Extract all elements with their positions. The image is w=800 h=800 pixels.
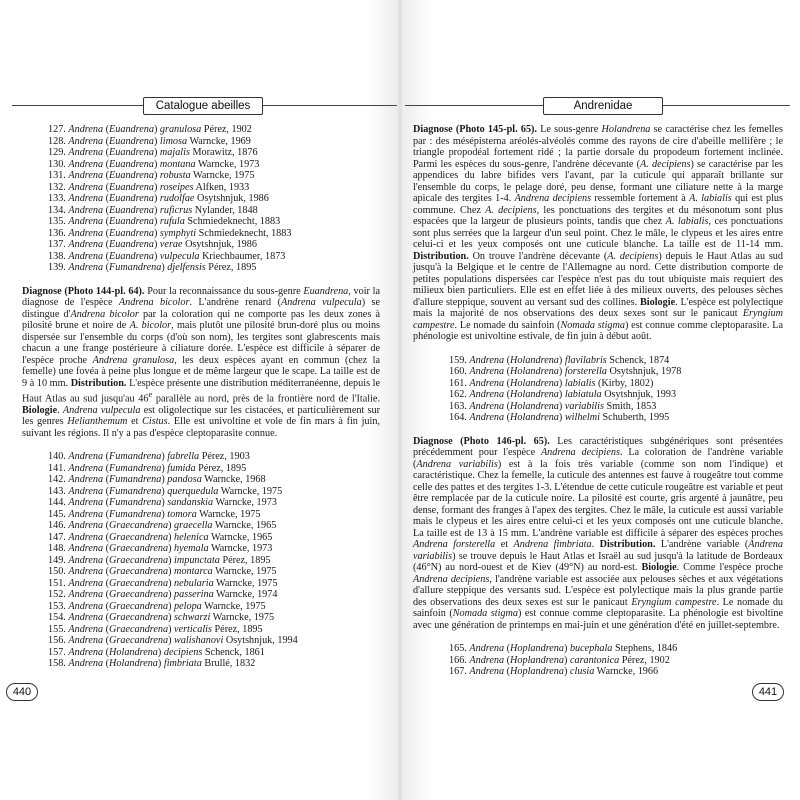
species-subgenus: Euandrena (109, 158, 154, 170)
species-entry: 149. Andrena (Graecandrena) impunctata Pérez, 1895 (48, 554, 271, 566)
species-num: 138. (48, 250, 66, 262)
species-entry: 140. Andrena (Fumandrena) fabrella Pérez, 1903 (48, 451, 250, 463)
species-author: Pérez, 1895 (208, 262, 257, 273)
species-subgenus: Graecandrena (109, 589, 169, 601)
species-entry: 163. Andrena (Holandrena) variabilis Smith, 1853 (449, 400, 657, 412)
species-num: 143. (48, 485, 66, 497)
species-genus: Andrena (68, 589, 104, 601)
species-genus: Andrena (68, 520, 104, 532)
species-subgenus: Euandrena (109, 204, 154, 216)
species-entry: 153. Andrena (Graecandrena) pelopa Warncke, 1975 (48, 600, 266, 612)
species-species: passerina (174, 589, 214, 601)
species-author: Pérez, 1895 (198, 462, 247, 474)
species-subgenus: Graecandrena (109, 623, 169, 635)
species-entry: 132. Andrena (Euandrena) roseipes Alfken, 1933 (48, 181, 250, 193)
species-subgenus: Holandrena (510, 377, 559, 389)
species-species: rufula (159, 216, 185, 227)
species-entry: 146. Andrena (Graecandrena) graecella Warncke, 1965 (48, 520, 277, 532)
species-subgenus: Hoplandrena (510, 666, 564, 677)
species-subgenus: Fumandrena (109, 474, 162, 486)
species-species: limosa (159, 135, 188, 147)
species-genus: Andrena (469, 366, 505, 377)
species-subgenus: Fumandrena (109, 262, 162, 273)
species-genus: Andrena (469, 666, 505, 677)
species-subgenus: Holandrena (510, 389, 559, 400)
species-genus: Andrena (68, 508, 104, 520)
species-author: Schenck, 1874 (609, 354, 670, 366)
species-species: querquedula (167, 485, 219, 497)
species-entry: 151. Andrena (Graecandrena) nebularia Warncke, 1975 (48, 577, 278, 589)
species-species: carantonica (569, 654, 620, 666)
species-species: robusta (159, 170, 191, 181)
species-entry: 143. Andrena (Fumandrena) querquedula Warncke, 1975 (48, 485, 283, 497)
diagnose-paragraph: Diagnose (Photo 144-pl. 64). Pour la reconnaissance du sous-genre Euandrena, voir la diagnose de l'espèce Andrena bicolor. L'andrène renard (Andrena vulpecula) se distingue d'Andrena bicolor par la coloration qui ne comporte pas les deux zones à pilosité brune et noire de A. bicolor, mais plutôt une pilosité brun-doré plus ou moins dispersée sur l'ensemble du corps (d'où son nom), les tergites sont glabrescents mais chacun a une frange postérieure à ciliature dorée. L'espèce est difficile à séparer de l'espèce proche Andrena granulosa, les deux espèces ayant en commun (chez la femelle) une fovéa à peine plus longue et de même largeur que le scape. La taille est de 9 à 10 mm. Distribution. L'espèce présente une distribution méditerranéenne, depuis le Haut Atlas au sud jusqu'au 46e parallèle au nord, près de la frontière nord de l'Italie. Biologie. Andrena vulpecula est oligolectique sur les cistacées, et particulièrement sur les genres Helianthemum et Cistus. Elle est univoltine et vole de fin mars à fin juin, suivant les régions. Il n'y a pas d'espèce cleptoparasite connue. (22, 285, 381, 439)
species-num: 154. (48, 612, 66, 624)
species-num: 141. (48, 462, 66, 474)
left-text-block (22, 124, 380, 670)
species-genus: Andrena (68, 462, 104, 474)
species-author: Warncke, 1975 (212, 612, 275, 624)
species-entry: 136. Andrena (Euandrena) symphyti Schmiedeknecht, 1883 (48, 227, 292, 239)
species-entry: 164. Andrena (Holandrena) wilhelmi Schuberth, 1995 (449, 412, 670, 423)
species-num: 148. (48, 543, 66, 555)
species-genus: Andrena (469, 377, 505, 389)
species-entry: 131. Andrena (Euandrena) robusta Warncke, 1975 (48, 170, 255, 181)
running-head: Andrenidae (543, 97, 663, 115)
species-genus: Andrena (469, 654, 505, 666)
species-list (22, 451, 380, 670)
species-subgenus: Euandrena (109, 227, 154, 239)
species-num: 146. (48, 520, 66, 532)
species-genus: Andrena (68, 566, 104, 578)
species-num: 161. (449, 377, 467, 389)
species-num: 135. (48, 216, 66, 227)
species-species: fimbriata (163, 658, 202, 670)
species-entry: 152. Andrena (Graecandrena) passerina Warncke, 1974 (48, 589, 278, 601)
species-list (413, 355, 783, 424)
species-subgenus: Graecandrena (109, 577, 169, 589)
species-entry: 155. Andrena (Graecandrena) verticalis Pérez, 1895 (48, 623, 263, 635)
species-species: flavilabris (564, 354, 607, 366)
species-genus: Andrena (68, 612, 104, 624)
species-num: 140. (48, 451, 66, 463)
species-genus: Andrena (68, 531, 104, 543)
species-species: wilhelmi (564, 412, 600, 423)
species-num: 165. (449, 643, 467, 654)
species-num: 157. (48, 646, 66, 658)
species-author: Warncke, 1974 (216, 589, 278, 601)
species-subgenus: Graecandrena (109, 531, 169, 543)
species-subgenus: Holandrena (109, 646, 158, 658)
species-author: Pérez, 1895 (222, 554, 271, 566)
species-author: Osytshnjuk, 1986 (185, 239, 257, 250)
species-genus: Andrena (469, 412, 505, 423)
species-num: 163. (449, 400, 467, 412)
species-author: Kriechbaumer, 1873 (202, 250, 286, 262)
species-author: Warncke, 1969 (189, 135, 251, 147)
species-subgenus: Graecandrena (109, 520, 169, 532)
species-subgenus: Graecandrena (109, 600, 169, 612)
species-entry: 162. Andrena (Holandrena) labiatula Osytshnjuk, 1993 (449, 389, 677, 400)
species-genus: Andrena (469, 643, 505, 654)
species-genus: Andrena (68, 658, 104, 670)
species-subgenus: Holandrena (510, 354, 559, 366)
species-species: rudolfae (159, 193, 195, 204)
species-species: verticalis (174, 623, 212, 635)
species-species: vulpecula (159, 250, 200, 262)
species-num: 129. (48, 147, 66, 158)
species-subgenus: Fumandrena (109, 451, 162, 463)
species-author: Nylander, 1848 (194, 204, 258, 216)
species-subgenus: Fumandrena (109, 462, 162, 474)
species-entry: 138. Andrena (Euandrena) vulpecula Kriechbaumer, 1873 (48, 250, 286, 262)
species-author: (Kirby, 1802) (597, 377, 654, 389)
species-subgenus: Fumandrena (109, 508, 162, 520)
species-subgenus: Graecandrena (109, 612, 169, 624)
species-species: djelfensis (167, 262, 206, 273)
species-species: walishanovi (174, 635, 224, 647)
species-author: Warncke, 1966 (596, 666, 659, 677)
species-genus: Andrena (68, 181, 104, 193)
species-author: Warncke, 1975 (216, 577, 278, 589)
species-author: Warncke, 1973 (197, 158, 260, 170)
species-author: Schuberth, 1995 (602, 412, 670, 423)
species-num: 159. (449, 354, 467, 366)
species-species: decipiens (163, 646, 203, 658)
species-species: pandosa (167, 474, 202, 486)
species-subgenus: Graecandrena (109, 566, 169, 578)
species-genus: Andrena (68, 124, 104, 135)
species-author: Alfken, 1933 (195, 181, 250, 193)
species-species: variabilis (564, 400, 604, 412)
species-author: Osytshnjuk, 1993 (604, 389, 677, 400)
species-num: 158. (48, 658, 66, 670)
species-genus: Andrena (68, 158, 104, 170)
species-author: Brullé, 1832 (204, 658, 256, 670)
species-entry: 129. Andrena (Euandrena) majalis Morawitz, 1876 (48, 147, 258, 158)
species-subgenus: Hoplandrena (510, 654, 564, 666)
species-entry: 156. Andrena (Graecandrena) walishanovi Osytshnjuk, 1994 (48, 635, 298, 647)
species-genus: Andrena (68, 497, 104, 509)
species-num: 167. (449, 666, 467, 677)
species-genus: Andrena (68, 193, 104, 204)
species-num: 164. (449, 412, 467, 423)
species-species: verae (159, 239, 183, 250)
species-genus: Andrena (68, 170, 104, 181)
species-species: symphyti (159, 227, 197, 239)
species-entry: 144. Andrena (Fumandrena) sandanskia Warncke, 1973 (48, 497, 277, 509)
species-num: 162. (449, 389, 467, 400)
species-genus: Andrena (68, 147, 104, 158)
species-entry: 158. Andrena (Holandrena) fimbriata Brullé, 1832 (48, 658, 256, 670)
species-subgenus: Holandrena (109, 658, 158, 670)
species-num: 153. (48, 600, 66, 612)
species-list (413, 643, 783, 678)
species-entry: 160. Andrena (Holandrena) forsterella Osytshnjuk, 1978 (449, 366, 682, 377)
species-author: Warncke, 1968 (204, 474, 266, 486)
species-num: 156. (48, 635, 66, 647)
species-entry: 161. Andrena (Holandrena) labialis (Kirby, 1802) (449, 377, 654, 389)
species-species: helenica (174, 531, 209, 543)
species-species: majalis (159, 147, 190, 158)
species-subgenus: Euandrena (109, 135, 154, 147)
species-author: Stephens, 1846 (614, 643, 678, 654)
species-genus: Andrena (68, 239, 104, 250)
species-subgenus: Euandrena (109, 193, 154, 204)
species-author: Warncke, 1975 (204, 600, 266, 612)
species-entry: 134. Andrena (Euandrena) ruficrus Nylander, 1848 (48, 204, 258, 216)
species-author: Warncke, 1973 (215, 497, 277, 509)
species-entry: 166. Andrena (Hoplandrena) carantonica Pérez, 1902 (449, 654, 670, 666)
species-genus: Andrena (68, 451, 104, 463)
species-species: montarca (174, 566, 213, 578)
species-author: Osytshnjuk, 1978 (609, 366, 682, 377)
species-subgenus: Graecandrena (109, 554, 169, 566)
species-genus: Andrena (68, 474, 104, 486)
right-text-block (413, 124, 783, 678)
species-species: tomora (167, 508, 197, 520)
species-species: pelopa (174, 600, 202, 612)
species-entry: 167. Andrena (Hoplandrena) clusia Warncke, 1966 (449, 666, 659, 677)
species-num: 155. (48, 623, 66, 635)
species-num: 139. (48, 262, 66, 273)
species-author: Osytshnjuk, 1986 (196, 193, 269, 204)
running-head: Catalogue abeilles (143, 97, 263, 115)
species-num: 144. (48, 497, 66, 509)
species-subgenus: Graecandrena (109, 635, 169, 647)
species-num: 150. (48, 566, 66, 578)
species-species: ruficrus (159, 204, 193, 216)
species-subgenus: Euandrena (109, 147, 154, 158)
page-number: 441 (752, 683, 784, 701)
species-species: bucephala (569, 643, 613, 654)
species-num: 149. (48, 554, 66, 566)
species-author: Warncke, 1975 (199, 508, 261, 520)
species-author: Pérez, 1902 (203, 124, 252, 135)
species-genus: Andrena (68, 216, 104, 227)
species-author: Warncke, 1973 (210, 543, 273, 555)
species-subgenus: Fumandrena (109, 497, 162, 509)
species-num: 131. (48, 170, 66, 181)
species-list (22, 124, 380, 274)
species-entry: 157. Andrena (Holandrena) decipiens Schenck, 1861 (48, 646, 265, 658)
species-genus: Andrena (68, 635, 104, 647)
species-num: 133. (48, 193, 66, 204)
species-subgenus: Euandrena (109, 250, 154, 262)
species-author: Schenck, 1861 (204, 646, 265, 658)
species-genus: Andrena (68, 485, 104, 497)
species-species: schwarzi (174, 612, 211, 624)
species-author: Warncke, 1965 (214, 520, 277, 532)
species-species: impunctata (174, 554, 220, 566)
species-entry: 130. Andrena (Euandrena) montana Warncke, 1973 (48, 158, 260, 170)
species-species: labialis (564, 377, 596, 389)
species-species: sandanskia (167, 497, 214, 509)
species-author: Pérez, 1902 (621, 654, 670, 666)
species-num: 160. (449, 366, 467, 377)
species-num: 151. (48, 577, 66, 589)
species-num: 145. (48, 508, 66, 520)
species-entry: 148. Andrena (Graecandrena) hyemala Warncke, 1973 (48, 543, 273, 555)
species-entry: 141. Andrena (Fumandrena) fumida Pérez, 1895 (48, 462, 247, 474)
species-entry: 147. Andrena (Graecandrena) helenica Warncke, 1965 (48, 531, 273, 543)
species-species: roseipes (159, 181, 194, 193)
species-num: 142. (48, 474, 66, 486)
species-species: nebularia (174, 577, 214, 589)
species-genus: Andrena (68, 135, 104, 147)
species-entry: 128. Andrena (Euandrena) limosa Warncke, 1969 (48, 135, 251, 147)
species-entry: 145. Andrena (Fumandrena) tomora Warncke, 1975 (48, 508, 261, 520)
species-genus: Andrena (68, 577, 104, 589)
species-num: 127. (48, 124, 66, 135)
species-species: fumida (167, 462, 196, 474)
species-species: labiatula (564, 389, 602, 400)
species-species: fabrella (167, 451, 200, 463)
species-genus: Andrena (68, 554, 104, 566)
species-entry: 137. Andrena (Euandrena) verae Osytshnjuk, 1986 (48, 239, 257, 250)
species-entry: 133. Andrena (Euandrena) rudolfae Osytshnjuk, 1986 (48, 193, 269, 204)
species-author: Pérez, 1903 (201, 451, 250, 463)
species-subgenus: Euandrena (109, 239, 154, 250)
species-author: Schmiedeknecht, 1883 (198, 227, 292, 239)
species-num: 128. (48, 135, 66, 147)
species-author: Schmiedeknecht, 1883 (187, 216, 281, 227)
species-author: Pérez, 1895 (214, 623, 263, 635)
species-subgenus: Euandrena (109, 124, 154, 135)
species-author: Osytshnjuk, 1994 (225, 635, 298, 647)
species-genus: Andrena (469, 400, 505, 412)
species-genus: Andrena (469, 389, 505, 400)
species-species: forsterella (564, 366, 607, 377)
species-author: Warncke, 1975 (215, 566, 277, 578)
species-author: Warncke, 1975 (220, 485, 283, 497)
species-num: 134. (48, 204, 66, 216)
species-subgenus: Euandrena (109, 170, 154, 181)
species-entry: 142. Andrena (Fumandrena) pandosa Warncke, 1968 (48, 474, 266, 486)
species-entry: 150. Andrena (Graecandrena) montarca Warncke, 1975 (48, 566, 277, 578)
species-num: 152. (48, 589, 66, 601)
species-num: 147. (48, 531, 66, 543)
species-species: hyemala (174, 543, 209, 555)
species-genus: Andrena (68, 227, 104, 239)
species-entry: 127. Andrena (Euandrena) granulosa Pérez, 1902 (48, 124, 252, 135)
species-species: graecella (174, 520, 213, 532)
species-subgenus: Holandrena (510, 366, 559, 377)
diagnose-paragraph: Diagnose (Photo 146-pl. 65). Les caractéristiques subgénériques sont présentées précédemment pour l'espèce Andrena decipiens. La coloration de l'andrène variable (Andrena variabilis) est à la fois très variable (comme son nom l'indique) et caractéristique. Chez la femelle, la cuticule des antennes est fauve à rougeâtre tout comme celle des pattes et des tergites 1-3. L'étendue de cette cuticule rougeâtre est variable et peut être remplacée par de la cuticule noire. La pilosité est courte, gris argenté à jaunâtre, peu dense, formant des franges à l'apex des tergites. Chez le mâle, la cuticule est aussi variable mais le clypeus et les aires entre celui-ci et les yeux composés ont une cuticule blanche. La taille est de 13 à 15 mm. L'andrène variable est difficile à séparer des espèces proches Andrena forsterella et Andrena fimbriata. Distribution. L'andrène variable (Andrena variabilis) se trouve depuis le Haut Atlas et Israël au sud jusqu'à la latitude de Bordeaux (46°N) au nord-ouest et de Kiev (49°N) au nord-est. Biologie. Comme l'espèce proche Andrena decipiens, l'andrène variable est associée aux pelouses sèches et aux végétations d'allure steppique des versants sud. L'espèce est polylectique mais la plus grande partie des observations des deux sexes est sur le panicaut Eryngium campestre. Le nomade du sainfoin (Nomada stigma) est connue comme cleptoparasite. La phénologie est bivoltine avec une génération de printemps en mai-juin et une génération d'été en juillet-septembre. (413, 435, 784, 631)
species-genus: Andrena (68, 204, 104, 216)
species-subgenus: Euandrena (109, 216, 154, 227)
species-entry: 159. Andrena (Holandrena) flavilabris Schenck, 1874 (449, 354, 670, 366)
species-genus: Andrena (68, 600, 104, 612)
species-species: montana (159, 158, 196, 170)
species-genus: Andrena (469, 354, 505, 366)
species-author: Warncke, 1965 (210, 531, 273, 543)
species-num: 137. (48, 239, 66, 250)
species-author: Warncke, 1975 (193, 170, 255, 181)
species-author: Smith, 1853 (606, 400, 657, 412)
species-genus: Andrena (68, 250, 104, 262)
species-num: 130. (48, 158, 66, 170)
right-page (400, 0, 800, 800)
species-subgenus: Euandrena (109, 181, 154, 193)
species-entry: 154. Andrena (Graecandrena) schwarzi Warncke, 1975 (48, 612, 275, 624)
species-subgenus: Holandrena (510, 400, 559, 412)
species-genus: Andrena (68, 623, 104, 635)
species-genus: Andrena (68, 543, 104, 555)
diagnose-paragraph: Diagnose (Photo 145-pl. 65). Le sous-genre Holandrena se caractérise chez les femelles par : des mésépisterna aréolés-alvéolés comme des rayons de cire d'abeille mellifère ; le triangle propodéal fortement ridé ; la partie dorsale du propodeum fortement inclinée. Parmi les espèces du sous-genre, l'andrène décevante (A. decipiens) se caractérise par les appendices du labre bifides vers l'avant, par la cuticule qui apparaît brillante sur l'ensemble du corps, le pelage doré, peu dense, formant une ciliature nette à la marge apicale des tergites 1-4. Andrena decipiens ressemble fortement à A. labialis qui est plus commune. Chez A. decipiens, les ponctuations des tergites et du mésonotum sont plus espacées que la largeur de plusieurs points, tandis que chez A. labialis, ces ponctuations sont plus serrées que la largeur d'un seul point. Chez le mâle, le clypeus et les aires entre celui-ci et les yeux composés ont une cuticule blanche. La taille est de 11-14 mm. Distribution. On trouve l'andrène décevante (A. decipiens) depuis le Haut Atlas au sud jusqu'à la Belgique et le centre de l'Allemagne au nord. Cette distribution comporte de petites populations dispersées car l'espèce n'est pas du tout ubiquiste mais requiert des milieux bien particuliers. Elle est en effet liée à des milieux ouverts, des pelouses sèches d'allure steppique, souvent au versant sud des collines. Biologie. L'espèce est polylectique mais la majorité de nos observations des deux sexes sont sur le panicaut Eryngium campestre. Le nomade du sainfoin (Nomada stigma) est connue comme cleptoparasite. La phénologie est univoltine estivale, de fin juin à début août. (413, 124, 783, 342)
species-species: clusia (569, 666, 595, 677)
species-num: 136. (48, 227, 66, 239)
species-genus: Andrena (68, 262, 104, 273)
species-num: 132. (48, 181, 66, 193)
species-genus: Andrena (68, 646, 104, 658)
species-subgenus: Holandrena (510, 412, 559, 423)
page-number: 440 (6, 683, 38, 701)
species-entry: 139. Andrena (Fumandrena) djelfensis Pérez, 1895 (48, 262, 257, 273)
species-num: 166. (449, 654, 467, 666)
species-entry: 135. Andrena (Euandrena) rufula Schmiedeknecht, 1883 (48, 216, 281, 227)
species-author: Morawitz, 1876 (192, 147, 258, 158)
species-subgenus: Hoplandrena (510, 643, 564, 654)
species-subgenus: Fumandrena (109, 485, 162, 497)
species-species: granulosa (159, 124, 202, 135)
species-entry: 165. Andrena (Hoplandrena) bucephala Stephens, 1846 (449, 643, 678, 654)
species-subgenus: Graecandrena (109, 543, 169, 555)
